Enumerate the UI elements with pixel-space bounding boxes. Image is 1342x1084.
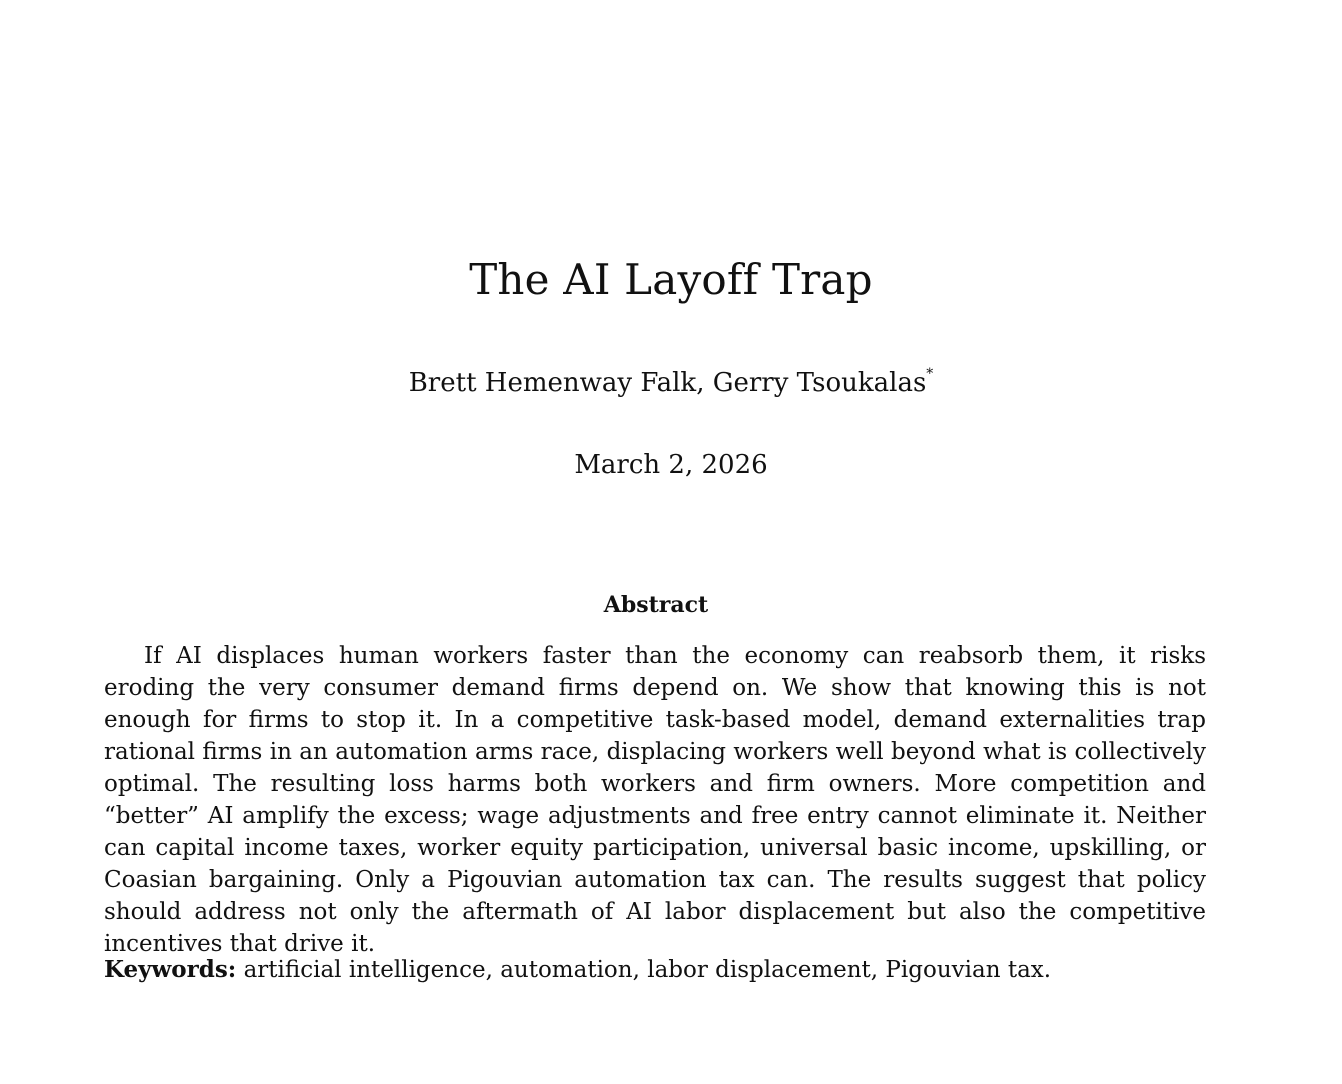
paper-authors [0, 368, 1342, 398]
paper-title: The AI Layoff Trap [469, 255, 873, 304]
author-footnote-mark: * [926, 366, 934, 382]
keywords-line [104, 954, 1206, 986]
abstract-heading: Abstract [603, 592, 709, 618]
keywords-label: Keywords: [104, 956, 237, 983]
author-names: Brett Hemenway Falk, Gerry Tsoukalas [408, 368, 927, 398]
paper-date: March 2, 2026 [574, 450, 768, 480]
abstract-text: If AI displaces human workers faster than the economy can reabsorb them, it risks eroding the very consumer demand firms depend on. We show that knowing this is not enough for firms to stop it. In a competitive task-based model, demand externalities trap rational firms in an automation arms race, displacing workers well beyond what is collectively optimal. The resulting loss harms both workers and firm owners. More competition and “better” AI amplify the excess; wage adjustments and free entry cannot eliminate it. Neither can capital income taxes, worker equity participation, universal basic income, upskilling, or Coasian bargaining. Only a Pigouvian automation tax can. The results suggest that policy should address not only the aftermath of AI labor displacement but also the competitive incentives that drive it. [104, 643, 1206, 957]
keywords-text: artificial intelligence, automation, labor displacement, Pigouvian tax. [243, 957, 1052, 983]
